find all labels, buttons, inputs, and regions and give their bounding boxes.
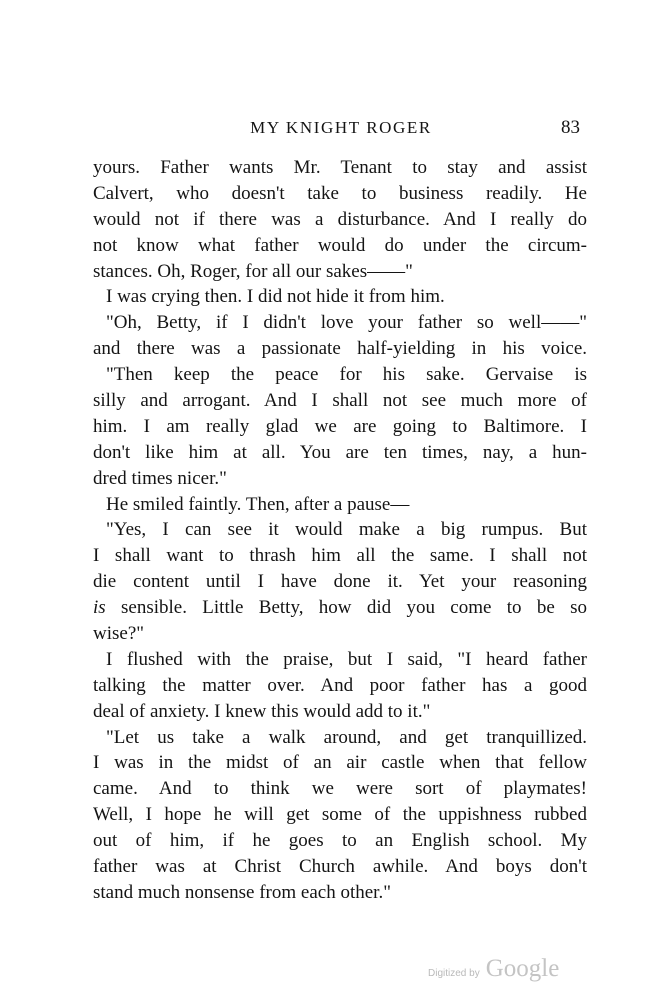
google-logo-text: Google (485, 955, 560, 982)
text-line: "Oh, Betty, if I didn't love your father so well——" (106, 312, 587, 334)
text-line: stances. Oh, Roger, for all our sakes——" (93, 260, 413, 282)
text-line: father was at Christ Church awhile. And boys don't (93, 856, 587, 878)
text-line: dred times nicer." (93, 467, 227, 489)
text-line: I shall want to thrash him all the same. I shall not (93, 545, 587, 567)
text-line: would not if there was a disturbance. And I really do (93, 208, 587, 230)
text-line: deal of anxiety. I knew this would add to it." (93, 700, 431, 722)
text-line: silly and arrogant. And I shall not see much more of (93, 390, 587, 412)
text-line: I was crying then. I did not hide it from him. (106, 286, 445, 308)
text-line: die content until I have done it. Yet your reasoning (93, 571, 587, 593)
text-line: came. And to think we were sort of playmates! (93, 778, 587, 800)
page-number: 83 (561, 117, 580, 138)
text-line: wise?" (93, 623, 145, 645)
text-line: talking the matter over. And poor father has a good (93, 674, 587, 696)
text-line: "Let us take a walk around, and get tranquillized. (106, 726, 587, 748)
text-line: Calvert, who doesn't take to business readily. He (93, 182, 587, 204)
text-line: yours. Father wants Mr. Tenant to stay and assist (93, 157, 587, 178)
text-line: him. I am really glad we are going to Baltimore. I (93, 415, 587, 437)
text-line: "Yes, I can see it would make a big rumpus. But (106, 519, 587, 541)
text-line: I flushed with the praise, but I said, "I heard father (106, 648, 587, 670)
text-line: "Then keep the peace for his sake. Gervaise is (106, 364, 587, 386)
running-title: MY KNIGHT ROGER (250, 118, 432, 137)
page-header (96, 118, 586, 148)
text-line: stand much nonsense from each other." (93, 881, 391, 903)
text-line (93, 595, 587, 621)
text-line: out of him, if he goes to an English school. My (93, 830, 587, 852)
emphasized-word: is (93, 597, 106, 619)
text-line: He smiled faintly. Then, after a pause— (106, 493, 410, 515)
text-line: don't like him at all. You are ten times, nay, a hun- (93, 441, 587, 463)
text-line: Well, I hope he will get some of the uppishness rubbed (93, 804, 587, 826)
text-line: and there was a passionate half-yielding in his voice. (93, 338, 587, 360)
text-line: I was in the midst of an air castle when that fellow (93, 752, 587, 774)
digitized-by-text: Digitized by (428, 968, 480, 979)
text-line-rest: sensible. Little Betty, how did you come to be so (105, 597, 587, 619)
digitized-watermark (428, 955, 559, 983)
text-line: not know what father would do under the circum- (93, 234, 587, 256)
body-text (93, 155, 587, 906)
